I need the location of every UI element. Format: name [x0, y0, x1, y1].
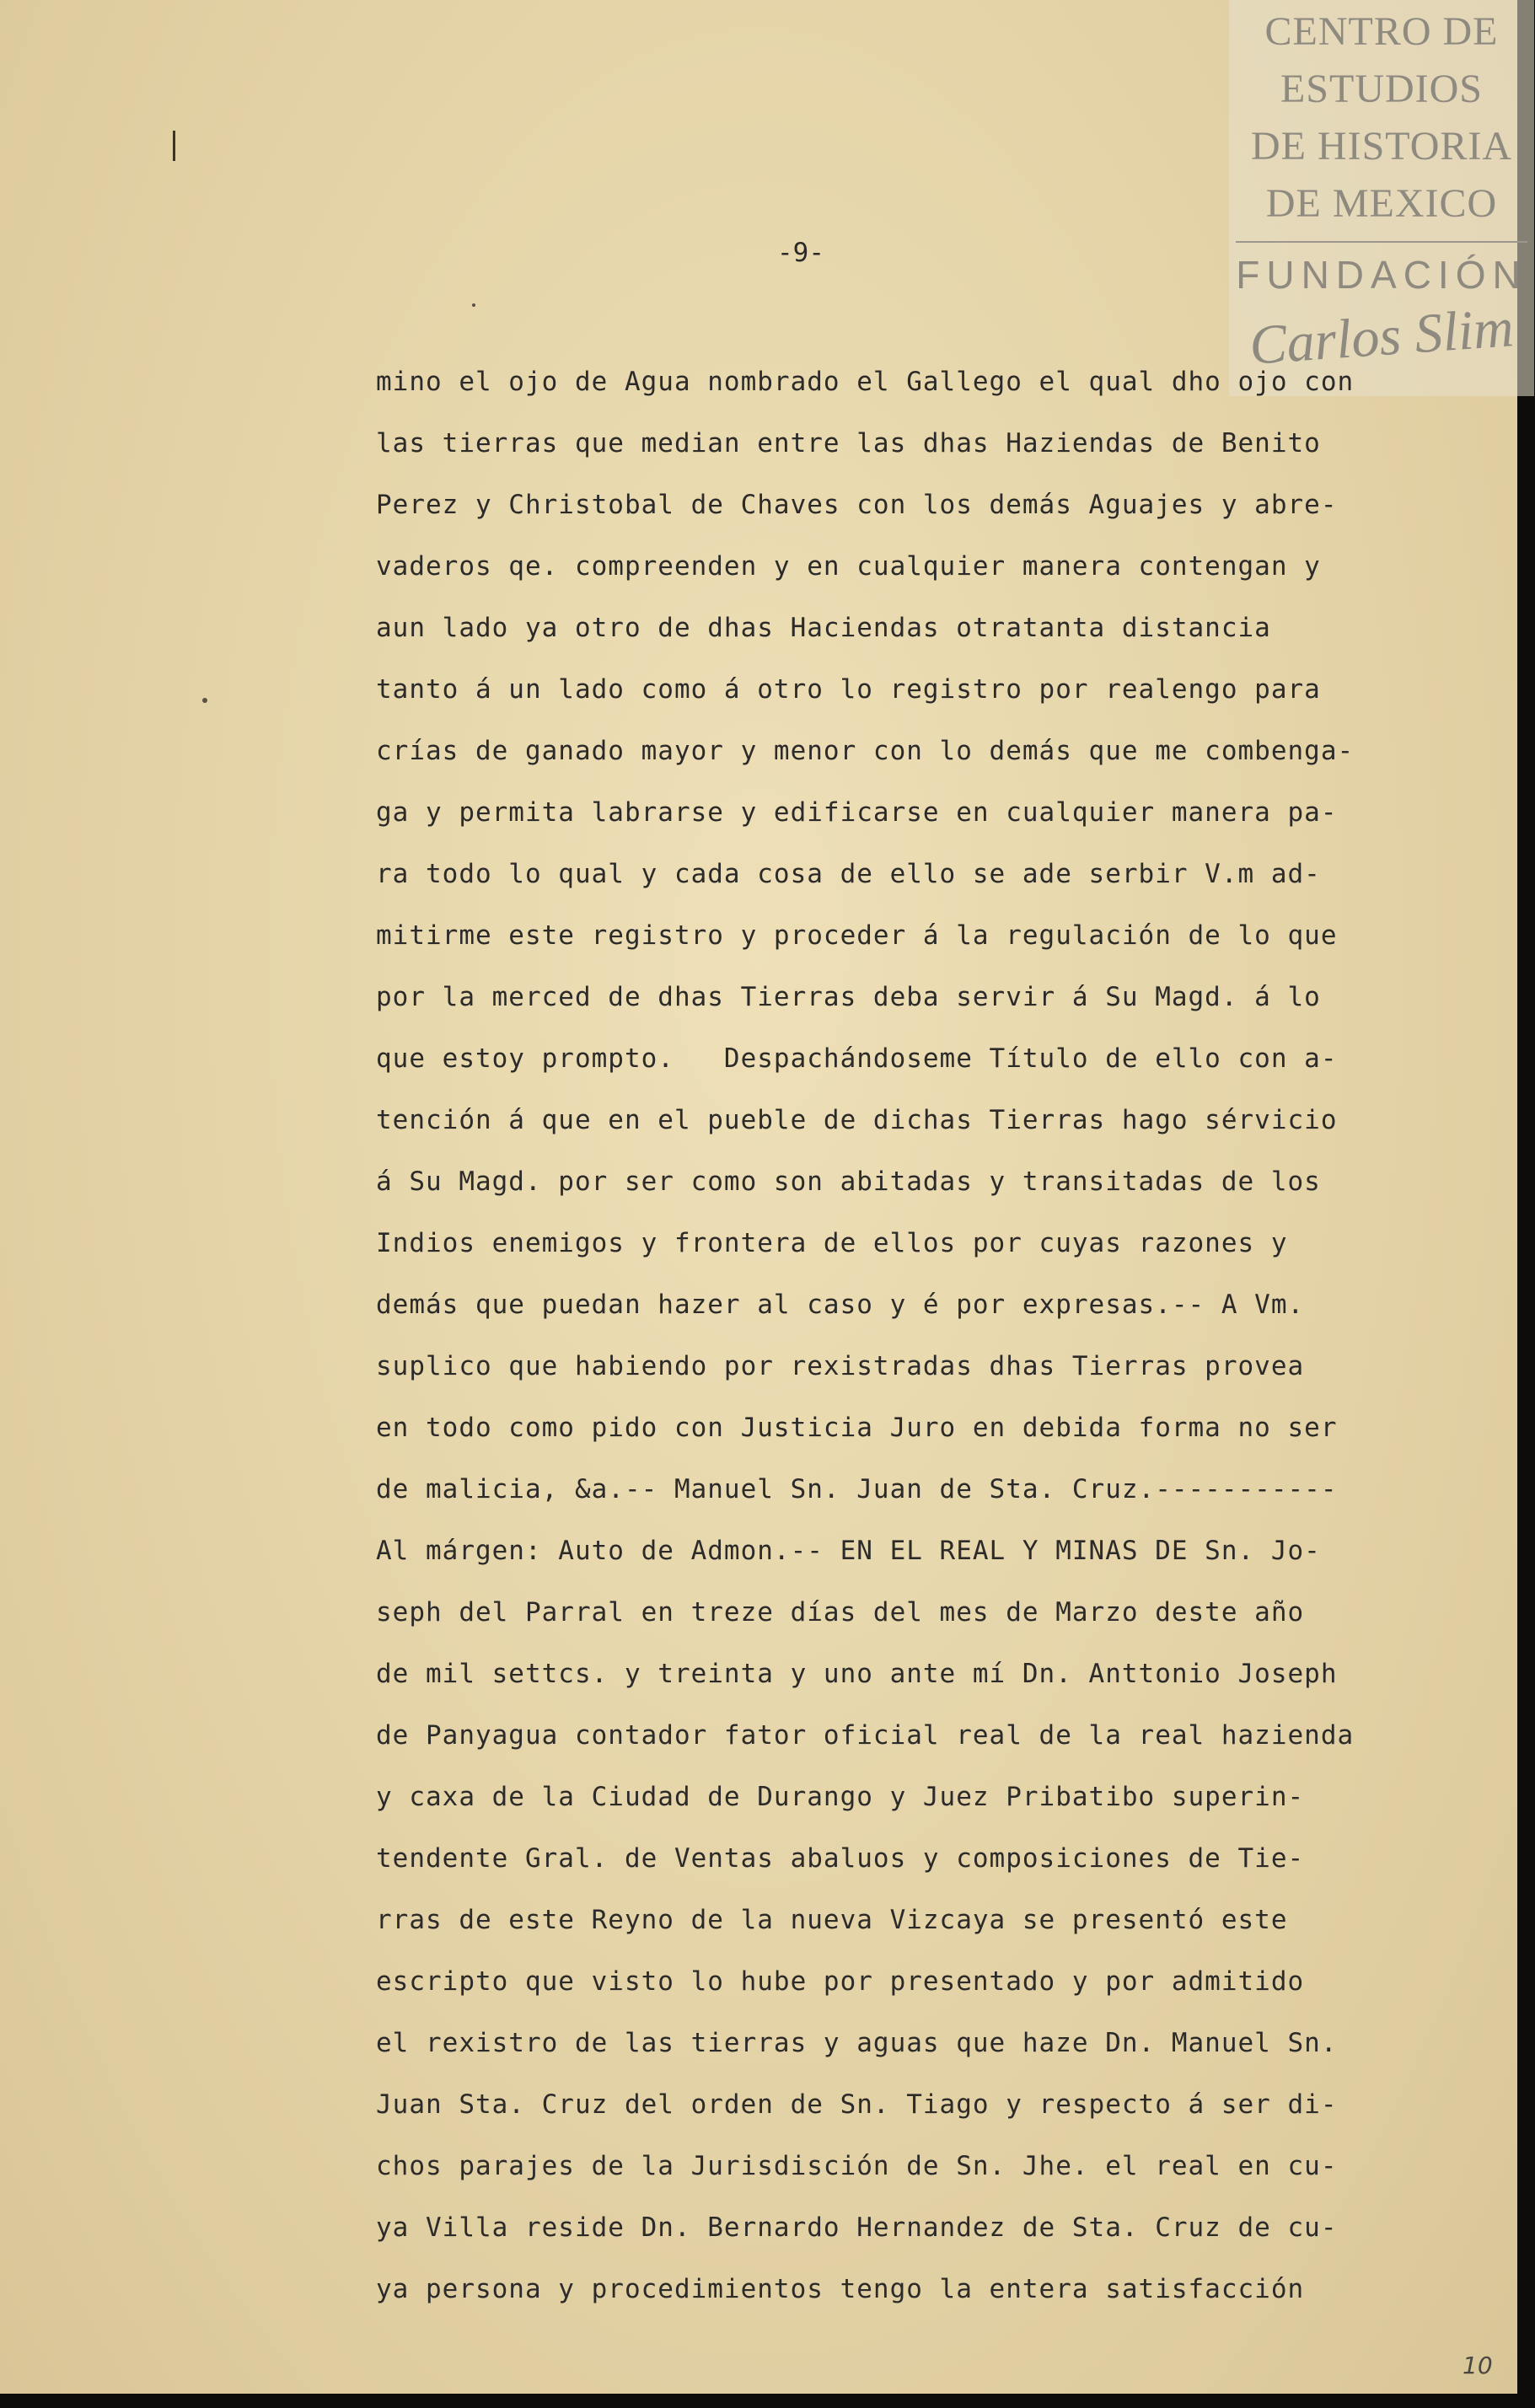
- text-line: tención á que en el pueble de dichas Tierras hago sérvicio: [376, 1105, 1338, 1135]
- text-line: seph del Parral en treze días del mes de Marzo deste año: [376, 1597, 1305, 1628]
- watermark-divider: [1236, 241, 1527, 243]
- archive-watermark: [1229, 0, 1534, 396]
- text-line: suplico que habiendo por rexistradas dhas Tierras provea: [376, 1351, 1305, 1381]
- text-line: ra todo lo qual y cada cosa de ello se ade serbir V.m ad-: [376, 859, 1321, 889]
- text-line: rras de este Reyno de la nueva Vizcaya se presentó este: [376, 1905, 1288, 1935]
- text-line: tanto á un lado como á otro lo registro por realengo para: [376, 674, 1321, 705]
- text-line: aun lado ya otro de dhas Haciendas otratanta distancia: [376, 613, 1271, 643]
- text-line: mitirme este registro y proceder á la regulación de lo que: [376, 920, 1338, 951]
- text-line: en todo como pido con Justicia Juro en debida forma no ser: [376, 1413, 1338, 1443]
- typed-body-text: [376, 351, 1472, 2320]
- text-line: Indios enemigos y frontera de ellos por cuyas razones y: [376, 1228, 1288, 1258]
- text-line: de malicia, &a.-- Manuel Sn. Juan de Sta. Cruz.-----------: [376, 1474, 1338, 1504]
- text-line: Juan Sta. Cruz del orden de Sn. Tiago y respecto á ser di-: [376, 2089, 1338, 2120]
- text-line: que estoy prompto. Despachándoseme Título de ello con a-: [376, 1043, 1338, 1074]
- watermark-line: CENTRO DE: [1264, 9, 1499, 54]
- text-line: tendente Gral. de Ventas abaluos y composiciones de Tie-: [376, 1843, 1305, 1874]
- text-line: á Su Magd. por ser como son abitadas y transitadas de los: [376, 1166, 1321, 1197]
- text-line: de mil settcs. y treinta y uno ante mí Dn. Anttonio Joseph: [376, 1659, 1338, 1689]
- text-line: las tierras que median entre las dhas Haziendas de Benito: [376, 428, 1321, 459]
- watermark-foundation: FUNDACIÓN: [1236, 253, 1527, 297]
- text-line: vaderos qe. compreenden y en cualquier manera contengan y: [376, 551, 1321, 582]
- text-line: de Panyagua contador fator oficial real de la real hazienda: [376, 1720, 1355, 1751]
- margin-mark: [173, 131, 175, 161]
- text-line: por la merced de dhas Tierras deba servir á Su Magd. á lo: [376, 982, 1321, 1012]
- watermark-line: DE HISTORIA: [1250, 124, 1513, 169]
- watermark-signature: Carlos Slim: [1248, 297, 1516, 377]
- text-line: escripto que visto lo hube por presentado y por admitido: [376, 1966, 1305, 1997]
- text-line: y caxa de la Ciudad de Durango y Juez Pribatibo superin-: [376, 1782, 1305, 1812]
- text-line: ga y permita labrarse y edificarse en cualquier manera pa-: [376, 797, 1338, 828]
- watermark-line: DE MEXICO: [1265, 181, 1498, 226]
- text-line: chos parajes de la Jurisdisción de Sn. Jhe. el real en cu-: [376, 2151, 1338, 2181]
- paper-speck: [472, 303, 475, 307]
- text-line: el rexistro de las tierras y aguas que haze Dn. Manuel Sn.: [376, 2028, 1338, 2058]
- text-line: Perez y Christobal de Chaves con los demás Aguajes y abre-: [376, 490, 1338, 520]
- page-number: -9-: [777, 238, 824, 268]
- folio-number: 10: [1463, 2352, 1493, 2379]
- text-line: ya Villa reside Dn. Bernardo Hernandez de Sta. Cruz de cu-: [376, 2212, 1338, 2243]
- paper-speck: [202, 698, 207, 703]
- text-line: Al márgen: Auto de Admon.-- EN EL REAL Y MINAS DE Sn. Jo-: [376, 1536, 1321, 1566]
- text-line: ya persona y procedimientos tengo la entera satisfacción: [376, 2274, 1305, 2304]
- text-line: demás que puedan hazer al caso y é por expresas.-- A Vm.: [376, 1290, 1305, 1320]
- text-line: mino el ojo de Agua nombrado el Gallego el qual dho ojo con: [376, 367, 1355, 397]
- watermark-line: ESTUDIOS: [1280, 67, 1483, 111]
- text-line: crías de ganado mayor y menor con lo demás que me combenga-: [376, 736, 1355, 766]
